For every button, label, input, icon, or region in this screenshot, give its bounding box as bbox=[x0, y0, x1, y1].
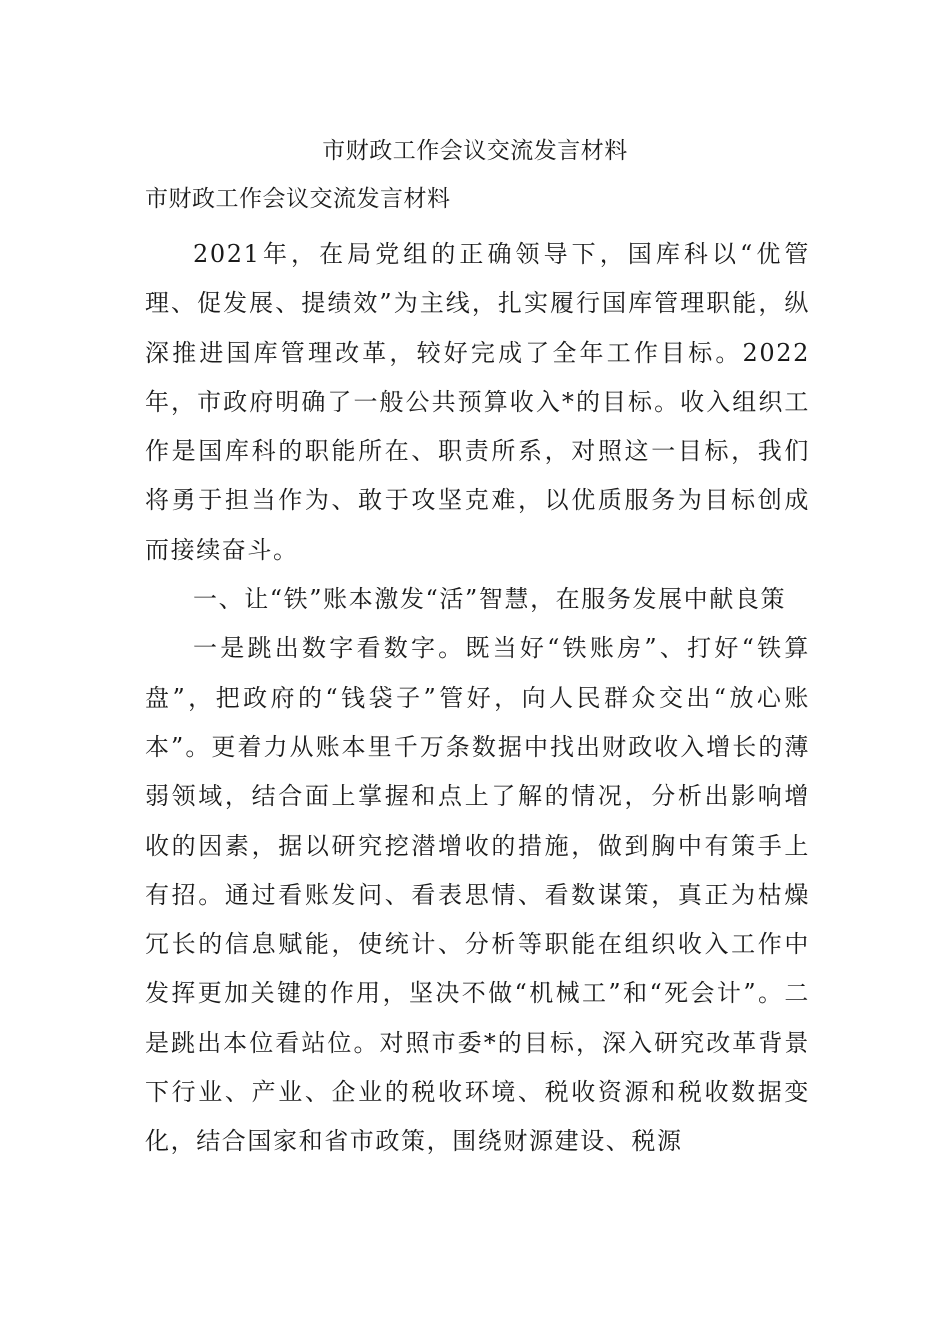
document-subtitle: 市财政工作会议交流发言材料 bbox=[145, 186, 451, 212]
document-body bbox=[145, 230, 810, 1167]
paragraph-intro: 2021年，在局党组的正确领导下，国库科以“优管理、促发展、提绩效”为主线，扎实履行国库管理职能，纵深推进国库管理改革，较好完成了全年工作目标。2022年，市政府明确了一般公共预算收入*的目标。收入组织工作是国库科的职能所在、职责所系，对照这一目标，我们将勇于担当作为、敢于攻坚克难，以优质服务为目标创成而接续奋斗。 bbox=[145, 240, 810, 564]
section-heading: 一、让“铁”账本激发“活”智慧，在服务发展中献良策 bbox=[193, 585, 787, 614]
paragraph-section-one: 一是跳出数字看数字。既当好“铁账房”、打好“铁算盘”，把政府的“钱袋子”管好，向人民群众交出“放心账本”。更着力从账本里千万条数据中找出财政收入增长的薄弱领域，结合面上掌握和点上了解的情况，分析出影响增收的因素，据以研究挖潜增收的措施，做到胸中有策手上有招。通过看账发问、看表思情、看数谋策，真正为枯燥冗长的信息赋能，使统计、分析等职能在组织收入工作中发挥更加关键的作用，坚决不做“机械工”和“死会计”。二是跳出本位看站位。对照市委*的目标，深入研究改革背景下行业、产业、企业的税收环境、税收资源和税收数据变化，结合国家和省市政策，围绕财源建设、税源 bbox=[145, 634, 810, 1156]
document-title: 市财政工作会议交流发言材料 bbox=[322, 138, 628, 164]
